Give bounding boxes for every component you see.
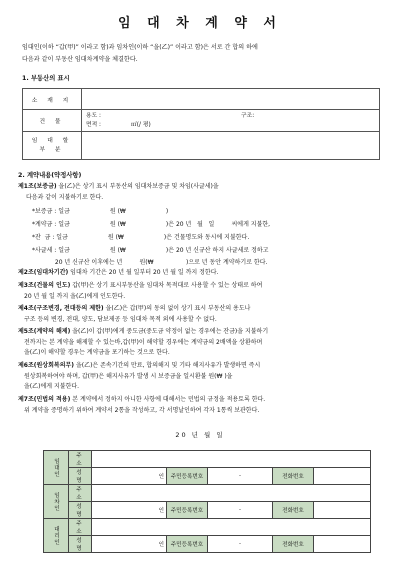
leased-label-line2: 부 분 [39,146,65,153]
article-7-line2: 위 계약을 증명하기 위하여 계약서 2통을 작성하고, 각 서명날인하여 각자 1통씩 보관한다. [24,406,260,414]
article-5 [18,327,388,359]
article-4-line2: 구조 등의 변경, 전대, 양도, 담보제공 등 임대차 목적 외에 사용할 수 없다. [24,315,217,323]
use-label: 용도 : [86,112,101,119]
article-7-title: 제7조(민법의 적용) [18,396,71,403]
article-3-text: 갑(甲)은 상기 표시부동산을 임대차 목적대로 사용할 수 있는 상태로 하여 [70,282,263,289]
payment-monthly: *사글세 : 일금 원 (₩ )은 20 년 신규산 하지 사글세로 정하고 [32,247,269,254]
section-terms-heading: 2. 계약내용(약정사항) [18,172,82,179]
agent-address-field [92,519,371,536]
lessor-label: 임대인 [44,451,69,485]
location-label: 소 재 지 [23,89,82,110]
article-3-line2: 20 년 월 일 까지 을(乙)에게 인도한다. [24,292,126,300]
agent-address-label: 주 소 [69,519,92,536]
intro-paragraph [22,42,382,66]
article-7 [18,395,388,416]
payment-deposit: *보증금 : 일금 원 (₩ ) [32,208,169,215]
lessee-address-label: 주 소 [69,485,92,502]
lessee-label: 임차인 [44,485,69,519]
lessee-name-label: 성 명 [69,502,92,519]
article-4-title: 제4조(구조변경, 전대등의 제한) [18,305,104,312]
article-6-title: 제6조(원상회복의무) [18,362,75,369]
leased-label-line1: 임 대 할 [31,137,73,144]
lessor-phone-field [314,468,371,485]
article-3-title: 제3조(건물의 인도) [18,282,71,289]
article-6-line3: 을(乙)에게 지불한다. [24,383,80,391]
property-table [22,88,380,160]
article-6-line2: 원상회복하여야 하며, 갑(甲)은 해지사유가 발생 시 보증금을 일시환불 원(₩ )을 [24,372,233,380]
article-4-text: 을(乙)은 갑(甲)의 동의 없이 상기 표시 부동산의 용도나 [103,305,251,312]
lessor-address-label: 주 소 [69,451,92,468]
article-7-text: 본 계약에서 정하지 아니한 사항에 대해서는 민법의 규정을 적용토록 한다. [70,396,266,403]
lessee-phone-label: 전화번호 [273,502,314,519]
payment-monthly-renewal: 20 년 신규산 이후에는 년 원(₩ )으로 년 동안 계약하기로 한다. [32,259,268,266]
lessee-id-label: 주민등록번호 [167,502,208,519]
area-unit: ㎡(/ 평) [131,121,151,128]
lessor-phone-label: 전화번호 [273,468,314,485]
article-3 [18,281,388,302]
section-property-heading: 1. 부동산의 표시 [22,75,70,82]
building-label: 건 물 [23,110,82,132]
article-1 [18,182,388,203]
article-1-title: 제1조(보증금) [18,183,57,190]
lessee-phone-field [314,502,371,519]
agent-seal: 인 [92,536,167,553]
lessor-address-field [92,451,371,468]
payment-balance: *잔 금 : 일금 원 (₩ )은 건물명도와 동시에 지불한다. [32,234,250,241]
structure-label: 구조: [241,112,255,119]
payment-contract: *계약금 : 일금 원 (₩ )은 20 년 월 일 씨에게 지불한, [32,221,271,228]
signature-table [43,450,371,553]
agent-id-label: 주민등록번호 [167,536,208,553]
lessee-seal: 인 [92,502,167,519]
article-2-text: 임대차 기간은 20 년 월 일부터 20 년 월 일 까지 정한다. [68,269,219,276]
article-6-text: 을(乙)은 존속기간의 만료, 합의해지 및 기타 해지사유가 발생하면 즉시 [74,362,261,369]
location-value [82,89,380,110]
leased-part-label [23,132,82,160]
building-details [82,110,380,132]
agent-phone-field [314,536,371,553]
agent-id-dash: - [208,536,273,553]
lessor-seal: 인 [92,468,167,485]
article-1-line2: 다음과 같이 지불하기로 한다. [26,193,104,201]
article-6 [18,361,388,393]
article-1-text: 을(乙)은 상기 표시 부동산의 임대차보증금 및 차임(사글세)을 [56,183,219,190]
agent-phone-label: 전화번호 [273,536,314,553]
agent-label: 대리인 [44,519,69,553]
article-2 [18,268,388,279]
lessor-name-label: 성 명 [69,468,92,485]
contract-date: 20 년 월 일 [175,431,225,439]
article-5-text: 을(乙)이 갑(甲)에게 중도금(중도금 약정이 없는 경우에는 잔금)을 지불하기 [70,328,269,335]
lessee-id-dash: - [208,502,273,519]
article-2-title: 제2조(임대차기간) [18,269,69,276]
article-5-line2: 전까지는 본 계약을 해제할 수 있는바,갑(甲)이 해약할 경우에는 계약금의 2배액을 상환하며 [24,338,263,346]
area-label: 면적 : [86,121,101,128]
article-5-line3: 을(乙)이 해약할 경우는 계약금을 포기하는 것으로 한다. [24,349,170,357]
intro-line-2: 다음과 같이 부동산 임대차계약을 체결한다. [22,56,138,63]
document-title: 임 대 차 계 약 서 [118,16,282,31]
intro-line-1: 임대인(이하 “갑(甲)” 이라고 함)과 임차인(이하 “을(乙)” 이라고 함)은 서로 간 합의 하에 [22,44,258,51]
agent-name-label: 성 명 [69,536,92,553]
lessee-address-field [92,485,371,502]
lessor-id-label: 주민등록번호 [167,468,208,485]
article-5-title: 제5조(계약의 해제) [18,328,71,335]
leased-part-value [82,132,380,160]
article-4 [18,304,388,325]
lessor-id-dash: - [208,468,273,485]
